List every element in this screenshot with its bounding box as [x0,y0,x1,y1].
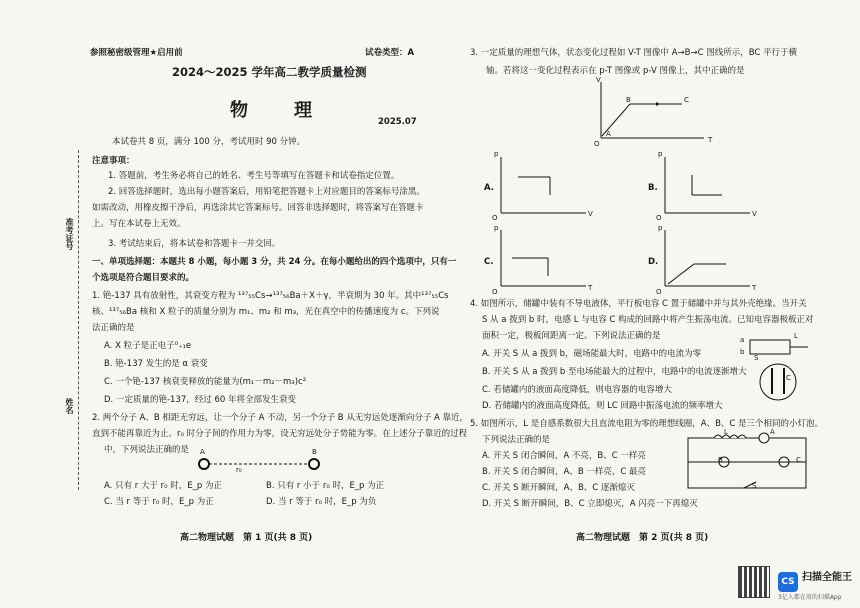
q1-option-c: C. 一个铯-137 核衰变释放的能量为(m₁－m₂－m₃)c² [104,377,307,387]
q1-option-d: D. 一定质量的铯-137，经过 60 年将全部发生衰变 [104,395,296,405]
q3-option-b-xlabel: V [752,210,757,218]
q3-option-d-ylabel: p [658,224,663,232]
exam-page-2 [470,0,824,560]
q3-option-c-xlabel: T [588,284,593,292]
qr-code [738,566,770,598]
notes-title: 注意事项： [92,156,135,166]
q2-label-r0: r₀ [236,466,242,474]
q2-option-d: D. 当 r 等于 r₀ 时，E_p 为负 [266,497,377,507]
q4-option-b: B. 开关 S 从 a 拨到 b 至电场能最大的过程中，电路中的电流逐渐增大 [482,367,747,377]
exam-title: 2024～2025 学年高二教学质量检测 [172,65,367,79]
q5-label-s: S [752,482,757,490]
q3-option-c-origin: O [492,288,498,296]
q5-label-a: A [770,428,775,436]
q2-label-b: B [312,448,317,456]
q3-option-d-xlabel: T [752,284,757,292]
q4-option-a: A. 开关 S 从 a 拨到 b，磁场能最大时，电路中的电流为零 [482,349,702,359]
camscanner-logo-icon: CS [778,572,798,592]
q2-option-c: C. 当 r 等于 r₀ 时，E_p 为正 [104,497,214,507]
q3-option-d-graph [662,228,752,288]
q3-option-a-letter: A. [484,183,494,193]
q5-option-b: B. 开关 S 闭合瞬间，A、B 一样亮，C 最亮 [482,467,647,477]
q4-option-d: D. 若储罐内的液面高度降低，则 LC 回路中振荡电流的频率增大 [482,401,723,411]
q3-option-b-graph [662,155,752,215]
q1-stem: 法正确的是 [92,323,135,333]
q5-stem: 下列说法正确的是 [482,435,551,445]
exam-intro: 本试卷共 8 页，满分 100 分，考试用时 90 分钟。 [112,137,306,147]
scanner-app-name: 扫描全能王 [802,572,852,583]
q2-label-a: A [200,448,205,456]
q5-inductor-circuit-figure [684,432,810,494]
q5-option-c: C. 开关 S 断开瞬间，A、B、C 逐渐熄灭 [482,483,635,493]
molecule-b [309,459,319,469]
q3-option-d-letter: D. [648,257,659,267]
inductor-coil [714,435,746,438]
q3-option-b-letter: B. [648,183,658,193]
lamp-a [759,433,769,443]
margin-label-exam-number: 准考证号 [65,218,74,250]
q3-main-point-a: A [606,130,611,138]
exam-page-1 [60,0,469,560]
q2-stem: 2. 两个分子 A、B 相距无穷远，让一个分子 A 不动，另一个分子 B 从无穷远处逐渐向分子 A 靠近， [92,413,469,423]
secret-label: 参照秘密级管理★启用前 [90,48,183,58]
subject-title: 物 理 [230,100,326,121]
q3-main-origin: O [594,140,600,148]
q3-main-point-c: C [684,96,689,104]
q1-option-a: A. X 粒子是正电子⁰₊₁e [104,341,192,351]
q4-option-c: C. 若储罐内的液面高度降低，则电容器的电容增大 [482,385,672,395]
q4-label-s: S [754,354,759,362]
q2-option-a: A. 只有 r 大于 r₀ 时，E_p 为正 [104,481,222,491]
q1-stem: 核、¹³⁷₅₆Ba 核和 X 粒子的质量分别为 m₁、m₂ 和 m₃，光在真空中的传播速度为 c。下列说 [92,307,440,317]
page1-footer: 高二物理试题 第 1 页(共 8 页) [180,533,313,543]
exam-date: 2025.07 [378,117,417,127]
q4-label-b: b [740,348,745,356]
q5-option-d: D. 开关 S 断开瞬间，B、C 立即熄灭，A 闪亮一下再熄灭 [482,499,698,509]
q1-stem: 1. 铯-137 具有放射性，其衰变方程为 ¹³⁷₅₅Cs→¹³⁷₅₆Ba＋X＋γ，半衰期为 30 年。其中¹³⁷₅₅Cs [92,291,449,301]
q3-main-xlabel: T [708,136,713,144]
molecule-a [199,459,209,469]
q1-option-b: B. 铯-137 发生的是 α 衰变 [104,359,208,369]
q3-option-a-ylabel: p [494,150,499,158]
note-line: 如需改动，用橡皮擦干净后，再选涂其它答案标号。回答非选择题时，将答案写在答题卡 [92,203,424,213]
q3-option-b-origin: O [656,214,662,222]
q3-main-ylabel: V [596,76,601,84]
q3-option-b-ylabel: p [658,150,663,158]
q3-stem: 3. 一定质量的理想气体，状态变化过程如 V-T 图像中 A→B→C 图线所示，BC 平行于横 [470,48,798,58]
q4-label-l: L [794,332,798,340]
q3-option-a-graph [498,155,588,215]
q3-main-point-b: B [626,96,631,104]
note-line: 3. 考试结束后，将本试卷和答题卡一并交回。 [108,239,281,249]
q4-stem: 4. 如图所示，储罐中装有不导电液体，平行板电容 C 置于储罐中并与其外壳绝缘。当开关 [470,299,807,309]
q3-option-d-origin: O [656,288,662,296]
note-line: 上。写在本试卷上无效。 [92,219,186,229]
q5-stem: 5. 如图所示，L 是自感系数很大且直流电阻为零的理想线圈，A、B、C 是三个相同的小灯泡。 [470,419,824,429]
q3-option-c-ylabel: p [494,224,499,232]
paper-type-label: 试卷类型：A [365,48,415,58]
q5-label-c: C [796,456,801,464]
margin-label-name: 姓名 [65,398,74,414]
q4-stem: 面积一定，极板间距离一定。下列说法正确的是 [482,331,661,341]
q5-label-b: B [718,456,723,464]
note-line: 2. 回答选择题时，选出每小题答案后，用铅笔把答题卡上对应题目的答案标号涂黑。 [108,187,425,197]
q4-label-c: C [786,374,791,382]
q2-stem: 直到不能再靠近为止。r₀ 时分子间的作用力为零，设无穷远处分子势能为零。在上述分子靠近的过程 [92,429,468,439]
q4-stem: S 从 a 拨到 b 时，电感 L 与电容 C 构成的回路中将产生振荡电流。已知电容器极板正对 [482,315,814,325]
q3-option-c-graph [498,228,588,288]
page2-footer: 高二物理试题 第 2 页(共 8 页) [576,533,709,543]
q3-option-a-origin: O [492,214,498,222]
q5-option-a: A. 开关 S 闭合瞬间，A 不亮，B、C 一样亮 [482,451,646,461]
q3-stem: 轴。若将这一变化过程表示在 p-T 图像或 p-V 图像上，其中正确的是 [486,66,745,76]
section-heading-cont: 个选项是符合题目要求的。 [92,273,195,283]
q2-molecule-figure [196,450,326,480]
scanner-tagline: 3亿人都在用的扫描App [778,594,842,601]
section-heading: 一、单项选择题：本题共 8 小题，每小题 3 分，共 24 分。在每小题给出的四个选项中，只有一 [92,257,457,267]
q4-label-a: a [740,336,745,344]
q3-main-vt-graph [596,80,706,140]
q3-option-a-xlabel: V [588,210,593,218]
q5-label-l: L [724,428,728,436]
q3-option-c-letter: C. [484,257,494,267]
q2-option-b: B. 只有 r 小于 r₀ 时，E_p 为正 [266,481,385,491]
q4-tank-circuit-figure [748,334,812,404]
note-line: 1. 答题前，考生务必将自己的姓名、考生号等填写在答题卡和试卷指定位置。 [108,171,400,181]
q2-stem: 中，下列说法正确的是 [104,445,190,455]
